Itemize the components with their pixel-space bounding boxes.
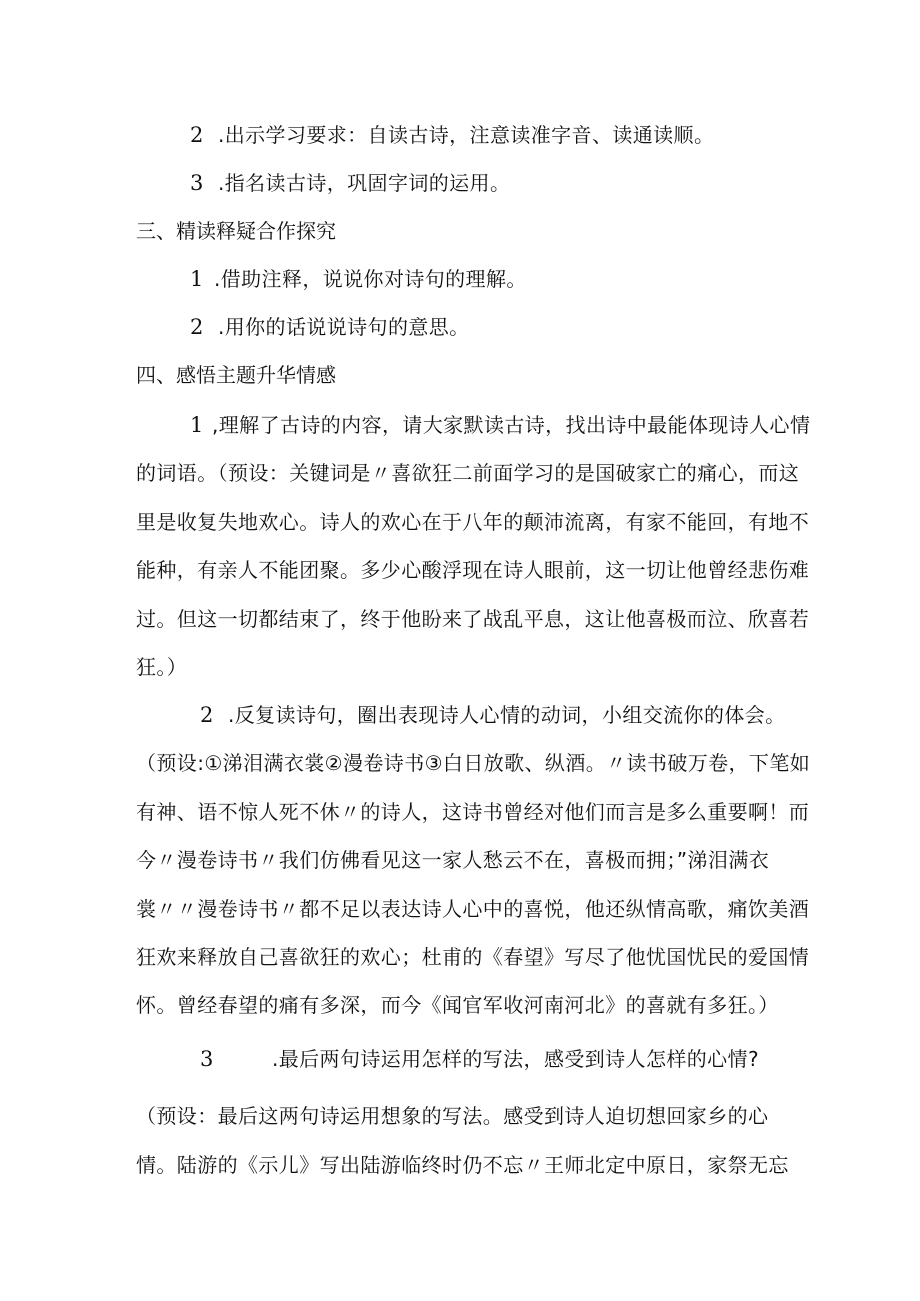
item-text: ,理解了古诗的内容，请大家默读古诗，找出诗中最能体现诗人心情 bbox=[212, 413, 811, 437]
paragraph-line: 今〃漫卷诗书〃我们仿佛看见这一家人愁云不在，喜极而拥；”涕泪满衣 bbox=[136, 848, 770, 872]
paragraph-first-line bbox=[190, 411, 810, 439]
item-text: .反复读诗句，圈出表现诗人心情的动词，小组交流你的体会。 bbox=[228, 703, 786, 727]
item-number: 2 bbox=[190, 123, 204, 147]
paragraph-line: 有神、语不惊人死不休〃的诗人，这诗书曾经对他们而言是多么重要啊！而 bbox=[136, 800, 810, 824]
list-item bbox=[190, 169, 510, 197]
item-number: 1 bbox=[190, 267, 204, 291]
item-number: 2 bbox=[190, 315, 204, 339]
list-item bbox=[190, 121, 714, 149]
paragraph-line: 里是收复失地欢心。诗人的欢心在于八年的颠沛流离，有家不能回，有地不 bbox=[136, 510, 810, 534]
section-heading: 四、感悟主题升华情感 bbox=[136, 363, 336, 387]
paragraph-line: 的词语。（预设：关键词是〃喜欲狂二前面学习的是国破家亡的痛心，而这 bbox=[136, 461, 800, 485]
list-item bbox=[190, 265, 527, 293]
paragraph-line: 裳〃〃漫卷诗书〃都不足以表达诗人心中的喜悦，他还纵情高歌，痛饮美酒 bbox=[136, 897, 810, 921]
item-number: 3 bbox=[190, 171, 204, 195]
paragraph-line: 过。但这一切都结束了，终于他盼来了战乱平息，这让他喜极而泣、欣喜若 bbox=[136, 607, 810, 631]
item-text: .最后两句诗运用怎样的写法，感受到诗人怎样的心情? bbox=[272, 1047, 759, 1071]
item-number: 3 bbox=[200, 1047, 214, 1071]
paragraph-line: （预设：最后这两句诗运用想象的写法。感受到诗人迫切想回家乡的心 bbox=[136, 1104, 769, 1128]
paragraph-line: 怀。曾经春望的痛有多深，而今《闻官军收河南河北》的喜就有多狂。） bbox=[136, 993, 779, 1017]
item-text: .用你的话说说诗句的意思。 bbox=[218, 315, 470, 339]
paragraph-line: 情。陆游的《示儿》写出陆游临终时仍不忘〃王师北定中原日，家祭无忘 bbox=[136, 1153, 789, 1177]
item-text: .指名读古诗，巩固字词的运用。 bbox=[218, 171, 511, 195]
paragraph-first-line bbox=[200, 701, 786, 729]
paragraph-line: 狂。） bbox=[136, 655, 188, 679]
item-text: .出示学习要求：自读古诗，注意读准字音、读通读顺。 bbox=[218, 123, 715, 147]
item-number: 2 bbox=[200, 703, 214, 727]
paragraph-first-line bbox=[200, 1045, 759, 1073]
paragraph-line: 狂欢来释放自己喜欲狂的欢心；杜甫的《春望》写尽了他忧国忧民的爱国情 bbox=[136, 945, 810, 969]
paragraph-line: 能种，有亲人不能团聚。多少心酸浮现在诗人眼前，这一切让他曾经悲伤难 bbox=[136, 558, 810, 582]
item-number: 1 bbox=[190, 413, 204, 437]
list-item bbox=[190, 313, 470, 341]
section-heading: 三、精读释疑合作探究 bbox=[136, 219, 336, 243]
item-text: .借助注释，说说你对诗句的理解。 bbox=[214, 267, 527, 291]
paragraph-line: （预设:①涕泪满衣裳②漫卷诗书③白日放歌、纵酒。〃读书破万卷，下笔如 bbox=[136, 751, 811, 775]
